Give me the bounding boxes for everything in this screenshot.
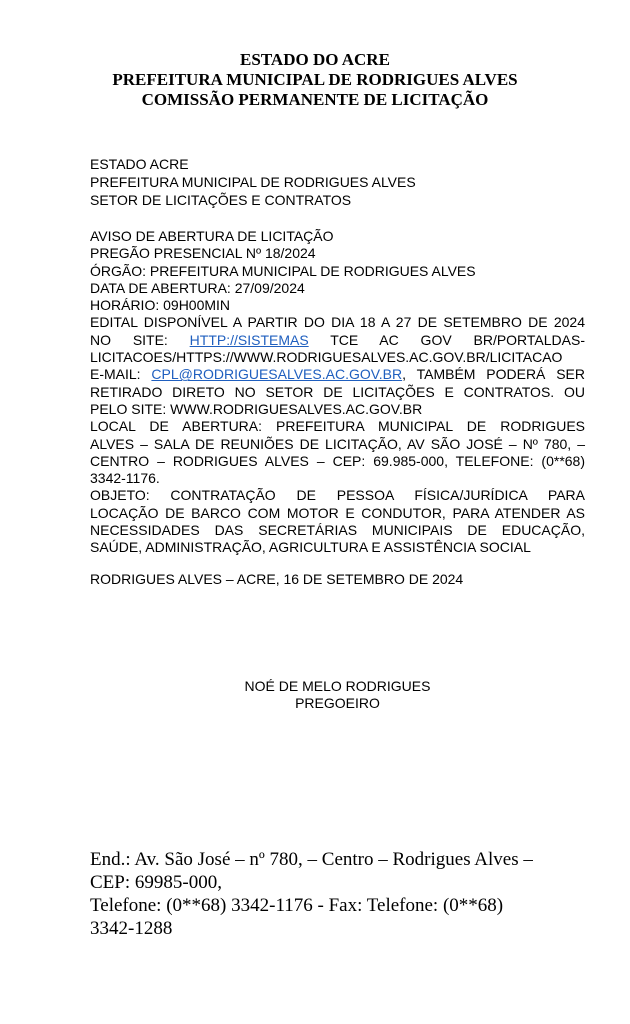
notice-local-line-1: LOCAL DE ABERTURA: PREFEITURA MUNICIPAL DE RODRIGUES xyxy=(90,418,585,435)
header-state: ESTADO DO ACRE xyxy=(240,50,390,69)
notice-title: AVISO DE ABERTURA DE LICITAÇÃO xyxy=(90,228,334,244)
notice-pregao: PREGÃO PRESENCIAL Nº 18/2024 xyxy=(90,245,316,262)
document-footer xyxy=(90,848,560,940)
site-suffix: TCE AC GOV BR/PORTALDAS- xyxy=(330,331,586,348)
notice-objeto-line-2: LOCAÇÃO DE BARCO COM MOTOR E CONDUTOR, PARA ATENDER AS xyxy=(90,504,585,521)
email-prefix: E-MAIL: xyxy=(90,366,141,383)
sub-header-sector: SETOR DE LICITAÇÕES E CONTRATOS xyxy=(90,192,352,208)
notice-objeto-line-1: OBJETO: CONTRATAÇÃO DE PESSOA FÍSICA/JURÍDICA PARA xyxy=(90,487,585,504)
sub-header-prefecture: PREFEITURA MUNICIPAL DE RODRIGUES ALVES xyxy=(90,174,416,190)
document-header xyxy=(0,50,630,110)
notice-local-line-2: ALVES – SALA DE REUNIÕES DE LICITAÇÃO, AV SÃO JOSÉ – Nº 780, – xyxy=(90,435,585,452)
footer-address: End.: Av. São José – nº 780, – Centro – Rodrigues Alves – xyxy=(90,849,533,870)
notice-local-line-4: 3342-1176. xyxy=(90,470,160,487)
site-link[interactable]: HTTP://SISTEMAS xyxy=(189,331,309,348)
notice-objeto-line-4: SAÚDE, ADMINISTRAÇÃO, AGRICULTURA E ASSISTÊNCIA SOCIAL xyxy=(90,539,531,556)
footer-cep: CEP: 69985-000, xyxy=(90,872,222,893)
sub-header-state: ESTADO ACRE xyxy=(90,156,189,172)
notice-edital-line: EDITAL DISPONÍVEL A PARTIR DO DIA 18 A 27 DE SETEMBRO DE 2024 xyxy=(90,314,585,331)
footer-phone-2: 3342-1288 xyxy=(90,918,173,939)
notice-site-line xyxy=(90,332,585,349)
notice-email-line xyxy=(90,366,585,383)
place-and-date: RODRIGUES ALVES – ACRE, 16 DE SETEMBRO DE 2024 xyxy=(90,571,464,587)
notice-body xyxy=(90,228,585,557)
notice-pelo-site: PELO SITE: WWW.RODRIGUESALVES.AC.GOV.BR xyxy=(90,400,423,417)
sub-header xyxy=(90,155,416,209)
email-suffix: , TAMBÉM PODERÁ SER xyxy=(402,366,585,383)
header-prefecture: PREFEITURA MUNICIPAL DE RODRIGUES ALVES xyxy=(112,70,518,89)
notice-local-line-3: CENTRO – RODRIGUES ALVES – CEP: 69.985-000, TELEFONE: (0**68) xyxy=(90,452,585,469)
footer-phone: Telefone: (0**68) 3342-1176 - Fax: Telefone: (0**68) xyxy=(90,895,504,916)
signer-name: NOÉ DE MELO RODRIGUES xyxy=(244,678,431,694)
notice-opening-date: DATA DE ABERTURA: 27/09/2024 xyxy=(90,279,305,296)
signature-block xyxy=(0,678,630,712)
notice-time: HORÁRIO: 09H00MIN xyxy=(90,297,231,314)
header-commission: COMISSÃO PERMANENTE DE LICITAÇÃO xyxy=(141,90,489,109)
signer-role: PREGOEIRO xyxy=(295,695,380,711)
email-link[interactable]: CPL@RODRIGUESALVES.AC.GOV.BR xyxy=(151,366,403,383)
notice-site-line-2: LICITACOES/HTTPS://WWW.RODRIGUESALVES.AC.GOV.BR/LICITACAO xyxy=(90,349,563,366)
notice-objeto-line-3: NECESSIDADES DAS SECRETÁRIAS MUNICIPAIS DE EDUCAÇÃO, xyxy=(90,522,585,539)
site-prefix: NO SITE: xyxy=(90,331,168,348)
notice-orgao: ÓRGÃO: PREFEITURA MUNICIPAL DE RODRIGUES ALVES xyxy=(90,262,476,279)
notice-retirado-line: RETIRADO DIRETO NO SETOR DE LICITAÇÕES E CONTRATOS. OU xyxy=(90,383,585,400)
